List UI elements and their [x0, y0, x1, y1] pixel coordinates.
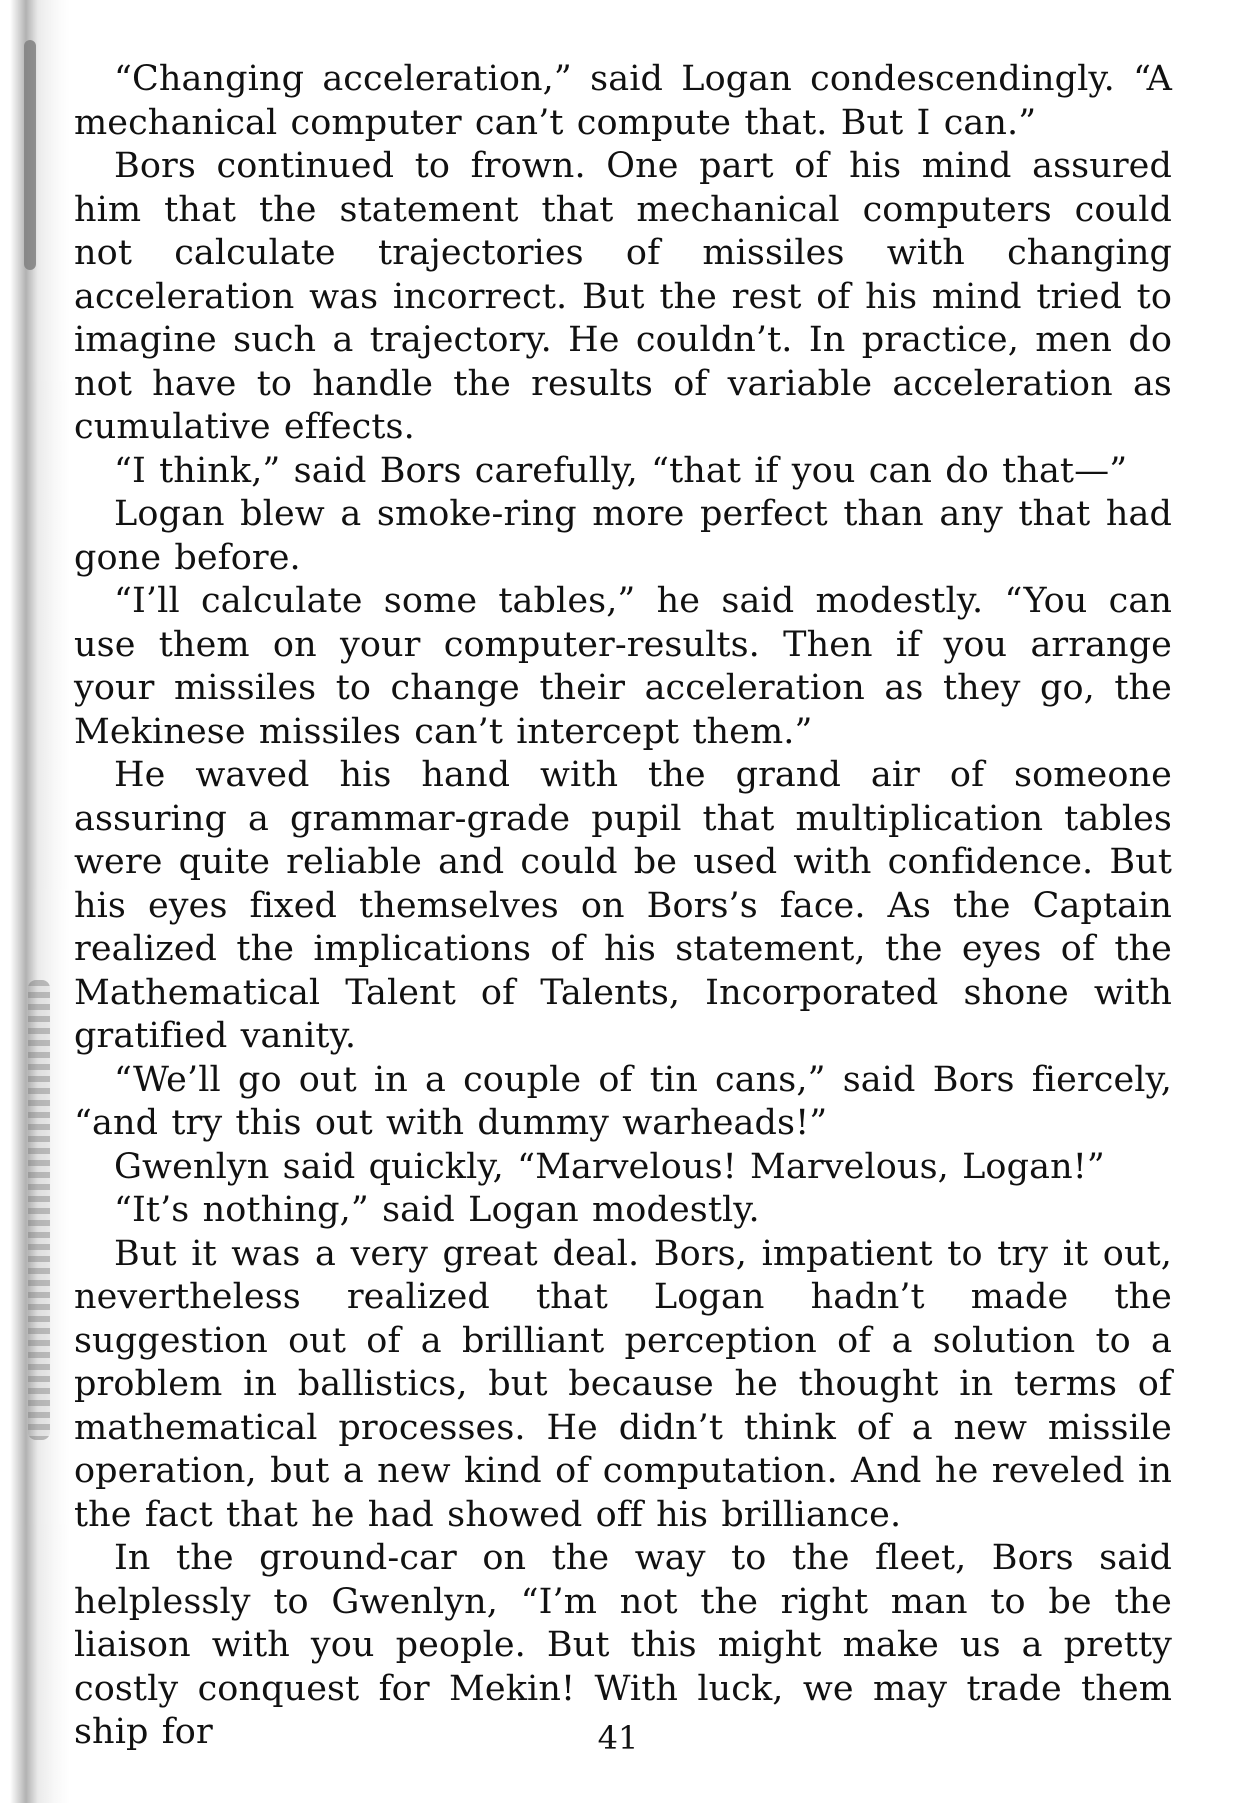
body-text: [74, 58, 1172, 1755]
binding-shadow: [0, 0, 70, 1803]
paragraph: Gwenlyn said quickly, “Marvelous! Marvelous, Logan!”: [114, 1146, 1105, 1187]
paragraph: “Changing acceleration,” said Logan condescendingly. “A mechanical computer can’t compute that. But I can.”: [74, 59, 1172, 143]
paragraph: Bors continued to frown. One part of his mind assured him that the statement that mechanical computers could not calculate trajectories of missiles with changing acceleration was incorrect. But the rest of his mind tried to imagine such a trajectory. He couldn’t. In practice, men do not have to handle the results of variable acceleration as cumulative effects.: [74, 146, 1172, 447]
paragraph: “I think,” said Bors carefully, “that if you can do that—”: [114, 450, 1128, 491]
paragraph: He waved his hand with the grand air of someone assuring a grammar-grade pupil that multiplication tables were quite reliable and could be used with confidence. But his eyes fixed themselves on Bors’s face. As the Captain realized the implications of his statement, the eyes of the Mathematical Talent of Talents, Incorporated shone with gratified vanity.: [74, 755, 1172, 1056]
paragraph: “I’ll calculate some tables,” he said modestly. “You can use them on your computer-results. Then if you arrange your missiles to change their acceleration as they go, the Mekinese missiles can’t intercept them.”: [74, 581, 1172, 752]
page-number: 41: [597, 1719, 639, 1757]
paragraph: But it was a very great deal. Bors, impatient to try it out, nevertheless realized that Logan hadn’t made the suggestion out of a brilliant perception of a solution to a problem in ballistics, but because he thought in terms of mathematical processes. He didn’t think of a new missile operation, but a new kind of computation. And he reveled in the fact that he had showed off his brilliance.: [74, 1233, 1172, 1535]
paragraph: “We’ll go out in a couple of tin cans,” said Bors fiercely, “and try this out with dummy warheads!”: [74, 1059, 1172, 1143]
paragraph: “It’s nothing,” said Logan modestly.: [114, 1190, 760, 1230]
paragraph: In the ground-car on the way to the fleet, Bors said helplessly to Gwenlyn, “I’m not the right man to be the liaison with you people. But this might make us a pretty costly conquest for Mekin! With luck, we may trade them ship for: [74, 1538, 1172, 1752]
paragraph: Logan blew a smoke-ring more perfect than any that had gone before.: [74, 494, 1172, 578]
